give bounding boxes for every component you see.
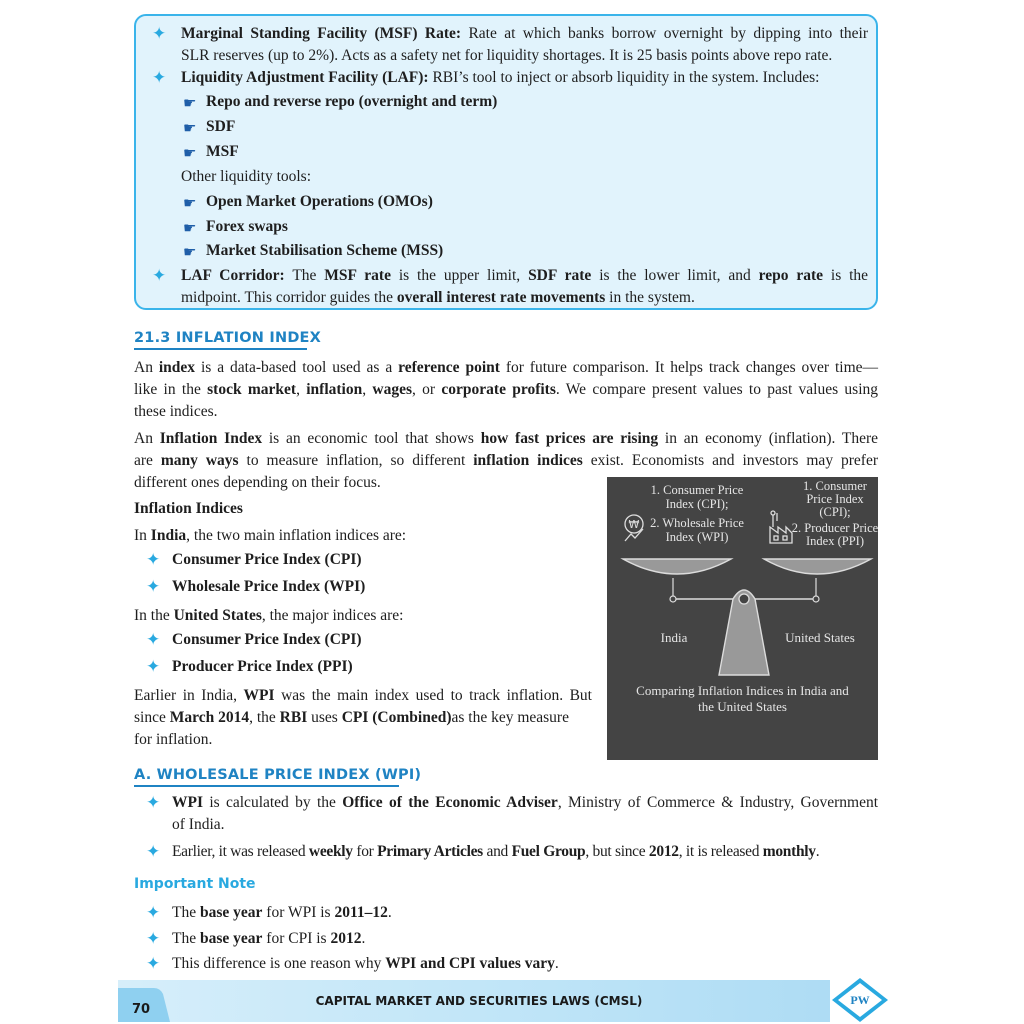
figure-caption: Comparing Inflation Indices in India and the United States (636, 683, 849, 714)
subheading: Inflation Indices (134, 500, 243, 517)
other-tool-item: Open Market Operations (OMOs) (206, 193, 433, 210)
page-footer (118, 978, 888, 1022)
scale-pan-left (623, 559, 731, 574)
other-tool-item: Market Stabilisation Scheme (MSS) (206, 242, 444, 259)
india-label: India (660, 630, 688, 645)
scale-pan-right (764, 559, 871, 574)
us-intro: In the United States, the major indices are: (134, 607, 404, 624)
svg-text:₩: ₩ (628, 518, 640, 531)
other-tool-item: Forex swaps (206, 218, 288, 235)
paragraph-inflation-index: An Inflation Index is an economic tool that shows how fast prices are rising in an economy (inflation). There are many ways to measure inflation, so different inflation indices exist. Economists and investors may prefer different ones depending on their focus. (134, 430, 879, 491)
laf-item: MSF (206, 143, 239, 160)
note-item: ✦ The base year for CPI is 2012. (146, 929, 366, 948)
wpi-bullet: ✦ WPI is calculated by the Office of the Economic Adviser, Ministry of Commerce & Industry, Government of India. (146, 793, 879, 833)
star-bullet-icon: ✦ (146, 929, 161, 948)
page-number: 70 (132, 1002, 151, 1017)
footer-title: CAPITAL MARKET AND SECURITIES LAWS (CMSL) (315, 994, 643, 1008)
paragraph-earlier: Earlier in India, WPI was the main index used to track inflation. But since March 2014, the RBI uses CPI (Combined)as the key measure for inflation. (134, 687, 592, 748)
star-bullet-icon: ✦ (146, 954, 161, 973)
heading-underline (134, 785, 399, 787)
star-bullet-icon: ✦ (146, 903, 161, 922)
pointing-hand-icon: ☛ (183, 196, 197, 212)
list-item: ✦ Consumer Price Index (CPI) (146, 550, 362, 569)
us-indices-label: 1. Consumer Price Index (CPI); 2. Producer Price Index (PPI) (791, 479, 879, 548)
us-label: United States (785, 630, 855, 645)
list-item: ✦ Consumer Price Index (CPI) (146, 630, 362, 649)
note-item: ✦ The base year for WPI is 2011–12. (146, 903, 392, 922)
comparison-figure (607, 477, 878, 760)
wpi-bullet: ✦ Earlier, it was released weekly for Primary Articles and Fuel Group, but since 2012, it is released monthly. (146, 842, 820, 861)
pointing-hand-icon: ☛ (183, 221, 197, 237)
star-bullet-icon: ✦ (152, 266, 167, 285)
msf-bullet: ✦ Marginal Standing Facility (MSF) Rate: Rate at which banks borrow overnight by dipping into their SLR reserves (up to 2%). Acts as a safety net for liquidity shortages. It is 25 basis points above repo rate. (152, 24, 868, 64)
star-bullet-icon: ✦ (146, 630, 161, 649)
list-item: ✦ Wholesale Price Index (WPI) (146, 577, 366, 596)
section-heading: 21.3 INFLATION INDEX (134, 330, 322, 346)
star-bullet-icon: ✦ (146, 550, 161, 569)
laf-item: SDF (206, 118, 236, 135)
star-bullet-icon: ✦ (152, 68, 167, 87)
laf-corridor-bullet: ✦ LAF Corridor: The MSF rate is the upper limit, SDF rate is the lower limit, and repo rate is the midpoint. This corridor guides the overall interest rate movements in the system. (152, 266, 869, 306)
pointing-hand-icon: ☛ (183, 146, 197, 162)
list-item: ✦ Producer Price Index (PPI) (146, 657, 353, 676)
pw-logo-icon: PW (850, 993, 870, 1007)
laf-item: Repo and reverse repo (overnight and term) (206, 93, 498, 110)
pointing-hand-icon: ☛ (183, 245, 197, 261)
other-tools-label: Other liquidity tools: (181, 168, 312, 185)
laf-bullet: ✦ Liquidity Adjustment Facility (LAF): RBI’s tool to inject or absorb liquidity in the system. Includes: (152, 68, 820, 87)
star-bullet-icon: ✦ (152, 24, 167, 43)
star-bullet-icon: ✦ (146, 842, 161, 861)
india-indices-label: 1. Consumer Price Index (CPI); 2. Wholesale Price Index (WPI) (650, 483, 744, 544)
note-heading: Important Note (134, 876, 256, 892)
star-bullet-icon: ✦ (146, 657, 161, 676)
star-bullet-icon: ✦ (146, 577, 161, 596)
india-intro: In India, the two main inflation indices are: (134, 527, 407, 544)
heading-underline (134, 348, 307, 350)
section-heading: A. WHOLESALE PRICE INDEX (WPI) (134, 767, 422, 783)
paragraph-index: An index is a data-based tool used as a reference point for future comparison. It helps track changes over time— like in the stock market, inflation, wages, or corporate profits. We compare present values to past values using these indices. (134, 359, 879, 420)
pointing-hand-icon: ☛ (183, 121, 197, 137)
pointing-hand-icon: ☛ (183, 96, 197, 112)
star-bullet-icon: ✦ (146, 793, 161, 812)
note-item: ✦ This difference is one reason why WPI and CPI values vary. (146, 954, 559, 973)
